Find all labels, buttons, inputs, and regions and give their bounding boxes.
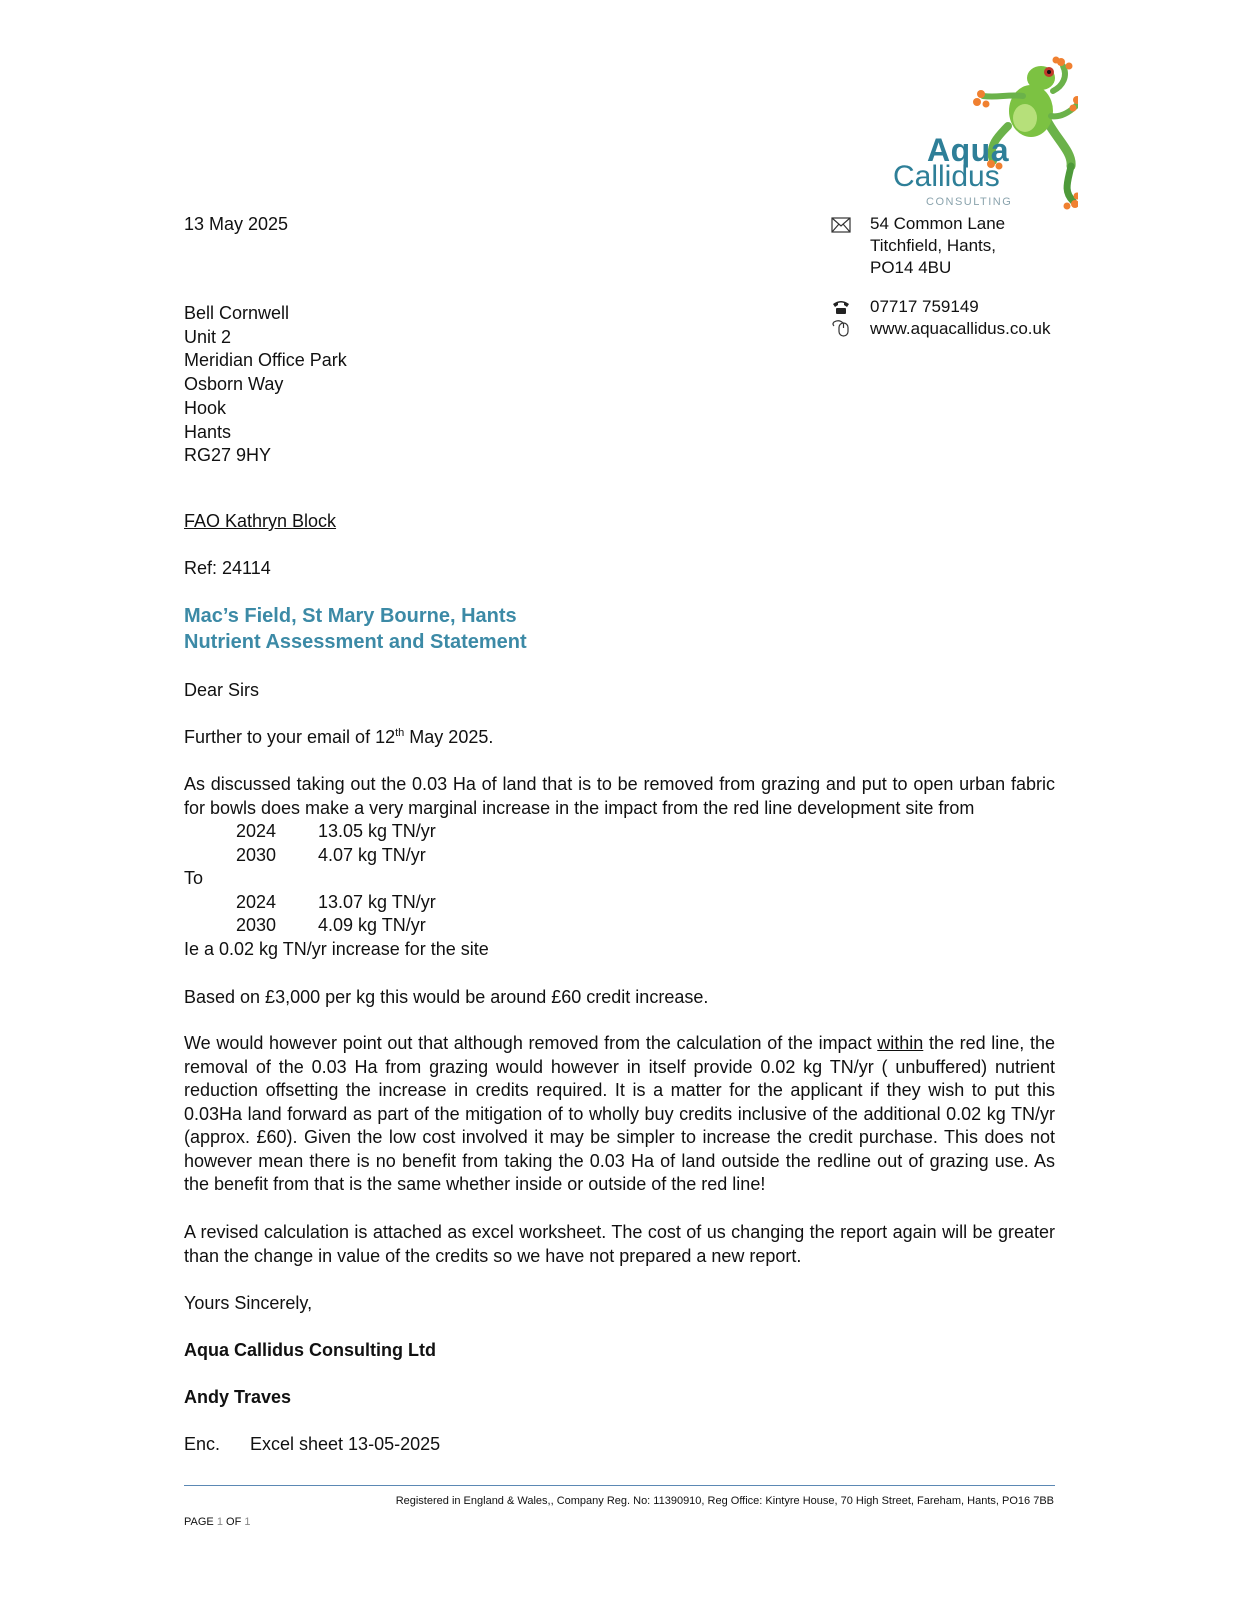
logo-word-aqua: Aqua	[927, 132, 1009, 168]
paragraph-impact	[184, 773, 1055, 961]
sender-address	[870, 213, 1005, 279]
row-year: 2024	[236, 891, 277, 912]
recipient-line: Unit 2	[184, 326, 232, 347]
closing: Yours Sincerely,	[184, 1293, 313, 1313]
page-number	[184, 1516, 250, 1528]
p4-part2: the red line, the removal of the 0.03 Ha from grazing would however in itself provide 0.02 kg TN/yr ( unbuffered) nutrient reduction offsetting the increase in credits required. It is a matter for the applicant if they wish to put this 0.03Ha land forward as part of the mitigation of to wholly buy credits inclusive of the additional 0.02 kg TN/yr (approx. £60). Given the low cost involved it may be simpler to increase the credit purchase. This does not however mean there is no benefit from taking the 0.03 Ha of land outside the redline out of grazing use. As the benefit from that is the same whether inside or outside of the red line!	[184, 1033, 1055, 1194]
letter-date: 13 May 2025	[184, 214, 289, 234]
recipient-line: Hants	[184, 421, 232, 442]
signatory-name: Andy Traves	[184, 1387, 292, 1407]
footer-divider	[184, 1485, 1055, 1486]
logo-word-consulting: CONSULTING	[926, 196, 1013, 208]
sender-address-line: 54 Common Lane	[870, 214, 1006, 233]
salutation: Dear Sirs	[184, 680, 260, 700]
paragraph-email-reference	[184, 725, 493, 749]
footer-registration: Registered in England & Wales,, Company Reg. No: 11390910, Reg Office: Kintyre House, 70 High Street, Fareham, Hants, PO16 7BB	[395, 1495, 1054, 1507]
recipient-line: Osborn Way	[184, 374, 284, 395]
row-value: 4.09 kg TN/yr	[318, 915, 426, 935]
p1-after: May 2025.	[404, 727, 494, 747]
sender-website[interactable]: www.aquacallidus.co.uk	[870, 319, 1051, 338]
company-logo	[893, 56, 1078, 211]
paragraph-offset	[184, 1032, 1055, 1197]
to-row	[184, 914, 1055, 938]
p1-sup: th	[395, 727, 405, 739]
fao-line: FAO Kathryn Block	[184, 511, 337, 531]
recipient-line: Meridian Office Park	[184, 350, 347, 371]
from-row	[184, 820, 1055, 844]
row-year: 2024	[236, 821, 277, 841]
reference: Ref: 24114	[184, 558, 271, 578]
recipient-line: Hook	[184, 397, 227, 418]
p1-before: Further to your email of 12	[184, 727, 396, 747]
subject-line-2: Nutrient Assessment and Statement	[184, 631, 527, 653]
p2-conclusion: Ie a 0.02 kg TN/yr increase for the site	[184, 938, 489, 959]
to-row	[184, 891, 1055, 915]
recipient-address	[184, 302, 347, 468]
sender-address-line: PO14 4BU	[870, 258, 952, 277]
recipient-line: RG27 9HY	[184, 445, 272, 466]
row-year: 2030	[236, 844, 277, 865]
enclosure-label: Enc.	[184, 1434, 221, 1454]
phone-icon	[831, 298, 851, 316]
paragraph-revised-calc: A revised calculation is attached as excel worksheet. The cost of us changing the report again will be greater than the change in value of the credits so we have not prepared a new report.	[184, 1222, 1055, 1266]
p4-part1: We would however point out that although removed from the calculation of the impact	[184, 1033, 878, 1053]
subject-title	[184, 603, 527, 655]
row-value: 4.07 kg TN/yr	[318, 844, 426, 865]
of-label: OF	[226, 1516, 242, 1528]
mouse-icon	[831, 319, 851, 337]
sender-address-line: Titchfield, Hants,	[870, 236, 996, 255]
subject-line-1: Mac’s Field, St Mary Bourne, Hants	[184, 605, 517, 627]
logo-word-callidus: Callidus	[893, 160, 1000, 193]
from-row	[184, 844, 1055, 868]
row-value: 13.05 kg TN/yr	[318, 821, 436, 841]
company-name: Aqua Callidus Consulting Ltd	[184, 1340, 436, 1360]
sender-phone: 07717 759149	[870, 297, 979, 316]
row-year: 2030	[236, 915, 277, 935]
recipient-line: Bell Cornwell	[184, 303, 290, 323]
envelope-icon	[831, 216, 851, 234]
p2-intro: As discussed taking out the 0.03 Ha of land that is to be removed from grazing and put to open urban fabric for bowls does make a very marginal increase in the impact from the red line development site from	[184, 774, 1055, 818]
page-label: PAGE	[184, 1516, 214, 1528]
to-label: To	[184, 868, 204, 888]
p4-underlined: within	[877, 1033, 924, 1053]
paragraph-cost: Based on £3,000 per kg this would be around £60 credit increase.	[184, 987, 709, 1007]
row-value: 13.07 kg TN/yr	[318, 891, 436, 912]
page-num: 1	[216, 1516, 223, 1528]
enclosure	[184, 1432, 440, 1456]
page-total: 1	[244, 1516, 251, 1528]
enclosure-item: Excel sheet 13-05-2025	[250, 1434, 441, 1454]
